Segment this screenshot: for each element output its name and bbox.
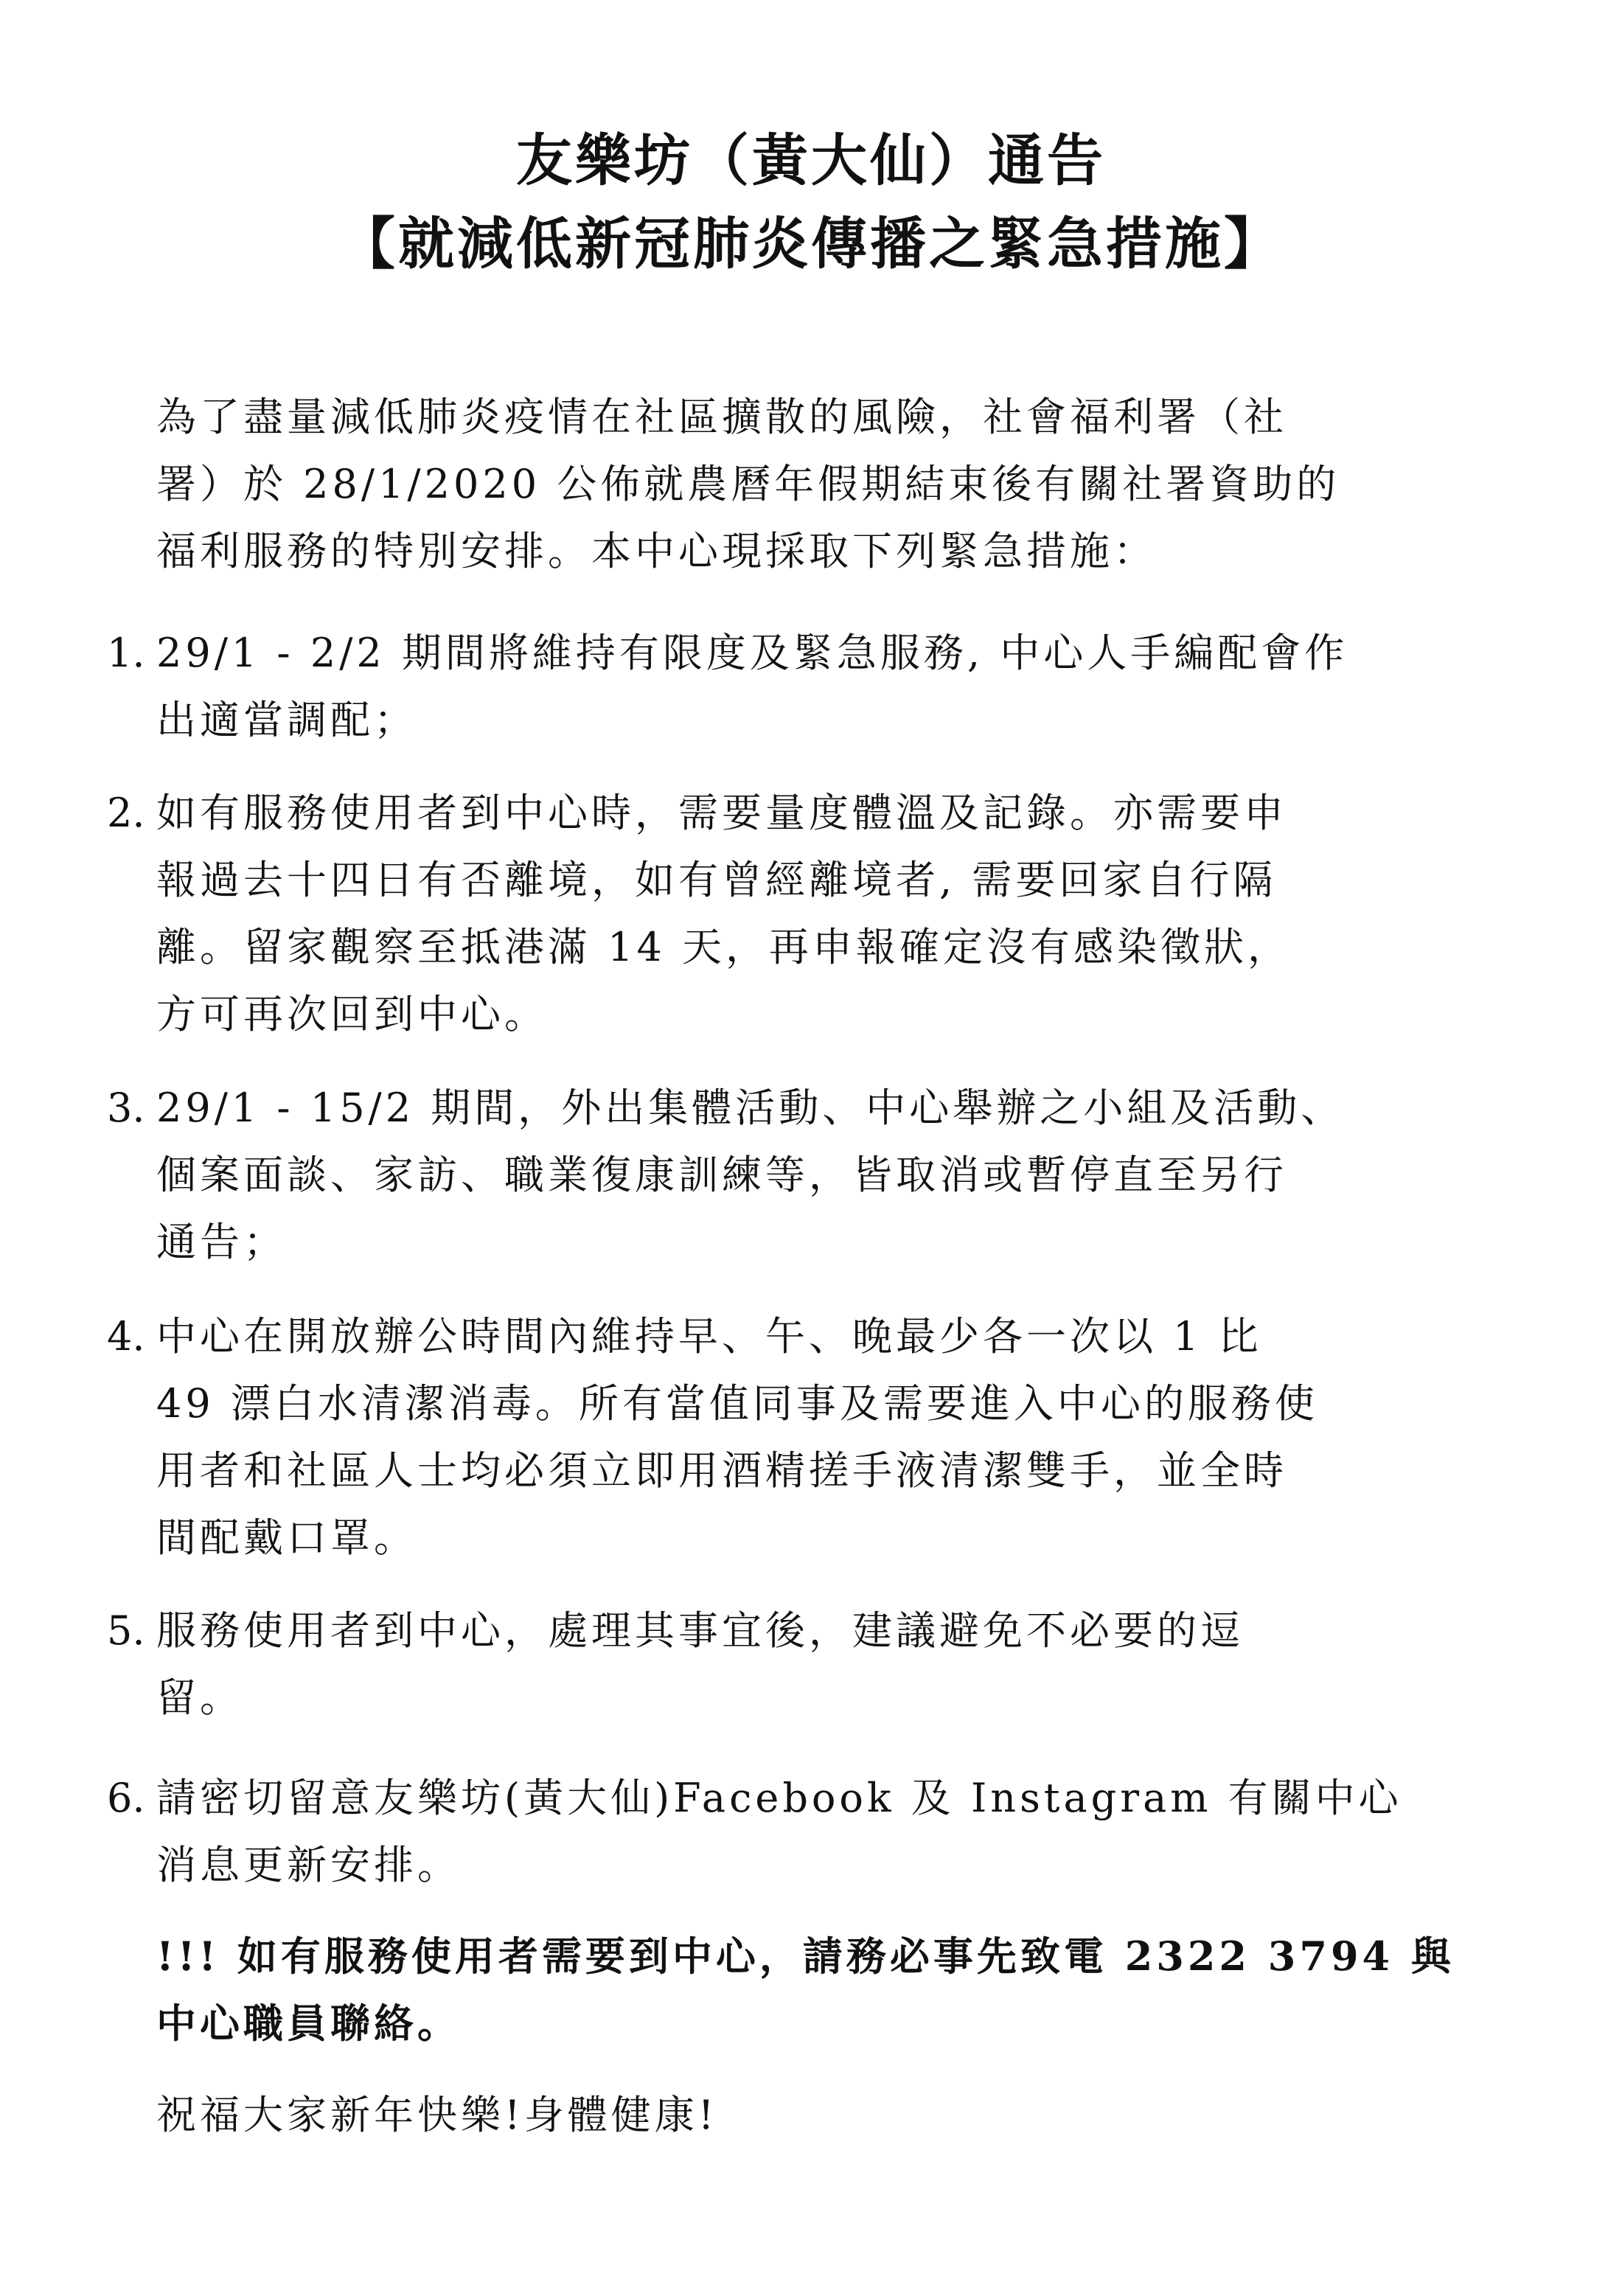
item-line: 留。 xyxy=(156,1674,243,1721)
item-body xyxy=(156,1303,1318,1571)
notice-subtitle: 【就減低新冠肺炎傳播之緊急措施】 xyxy=(339,211,1283,276)
item-line: 消息更新安排。 xyxy=(156,1842,461,1888)
item-body xyxy=(156,1074,1344,1276)
notice-line: 中心職員聯絡。 xyxy=(156,2000,461,2047)
item-number: 6. xyxy=(107,1775,145,1821)
item-line: 中心在開放辦公時間內維持早、午、晚最少各一次以 1 比 xyxy=(156,1313,1262,1360)
item-line: 請密切留意友樂坊(黃大仙)Facebook 及 Instagram 有關中心 xyxy=(156,1775,1402,1821)
item-body xyxy=(156,1764,1402,1899)
contact-notice xyxy=(156,1923,1455,2057)
item-line: 離。留家觀察至抵港滿 14 天，再申報確定沒有感染徵狀， xyxy=(156,924,1292,970)
item-number: 4. xyxy=(107,1313,145,1360)
item-number: 2. xyxy=(107,790,145,836)
item-body xyxy=(156,779,1291,1048)
intro-line: 福利服務的特別安排。本中心現採取下列緊急措施： xyxy=(156,528,1157,574)
item-line: 個案面談、家訪、職業復康訓練等，皆取消或暫停直至另行 xyxy=(156,1152,1287,1198)
item-line: 服務使用者到中心，處理其事宜後，建議避免不必要的逗 xyxy=(156,1607,1244,1654)
item-line: 報過去十四日有否離境，如有曾經離境者, 需要回家自行隔 xyxy=(156,857,1277,903)
item-line: 49 漂白水清潔消毒。所有當值同事及需要進入中心的服務使 xyxy=(156,1380,1318,1427)
item-number: 3. xyxy=(107,1085,145,1131)
notice-title: 友樂坊（黃大仙）通告 xyxy=(516,128,1106,193)
item-line: 出適當調配； xyxy=(156,697,417,743)
intro-line: 為了盡量減低肺炎疫情在社區擴散的風險，社會福利署（社 xyxy=(156,394,1287,440)
item-line: 用者和社區人士均必須立即用酒精搓手液清潔雙手，並全時 xyxy=(156,1447,1287,1494)
notice-line: !!! 如有服務使用者需要到中心，請務必事先致電 2322 3794 與 xyxy=(156,1933,1455,1980)
item-body xyxy=(156,619,1348,754)
item-line: 如有服務使用者到中心時，需要量度體溫及記錄。亦需要申 xyxy=(156,790,1287,836)
intro-paragraph xyxy=(156,383,1340,585)
item-number: 5. xyxy=(107,1607,145,1654)
item-line: 29/1 - 2/2 期間將維持有限度及緊急服務, 中心人手編配會作 xyxy=(156,630,1348,676)
closing-greeting: 祝福大家新年快樂!身體健康! xyxy=(156,2092,718,2138)
item-line: 29/1 - 15/2 期間，外出集體活動、中心舉辦之小組及活動、 xyxy=(156,1085,1345,1131)
intro-line: 署）於 28/1/2020 公佈就農曆年假期結束後有關社署資助的 xyxy=(156,461,1340,507)
item-line: 方可再次回到中心。 xyxy=(156,991,548,1037)
item-line: 間配戴口罩。 xyxy=(156,1514,417,1561)
item-line: 通告； xyxy=(156,1219,287,1265)
item-number: 1. xyxy=(107,630,145,676)
item-body xyxy=(156,1597,1244,1731)
